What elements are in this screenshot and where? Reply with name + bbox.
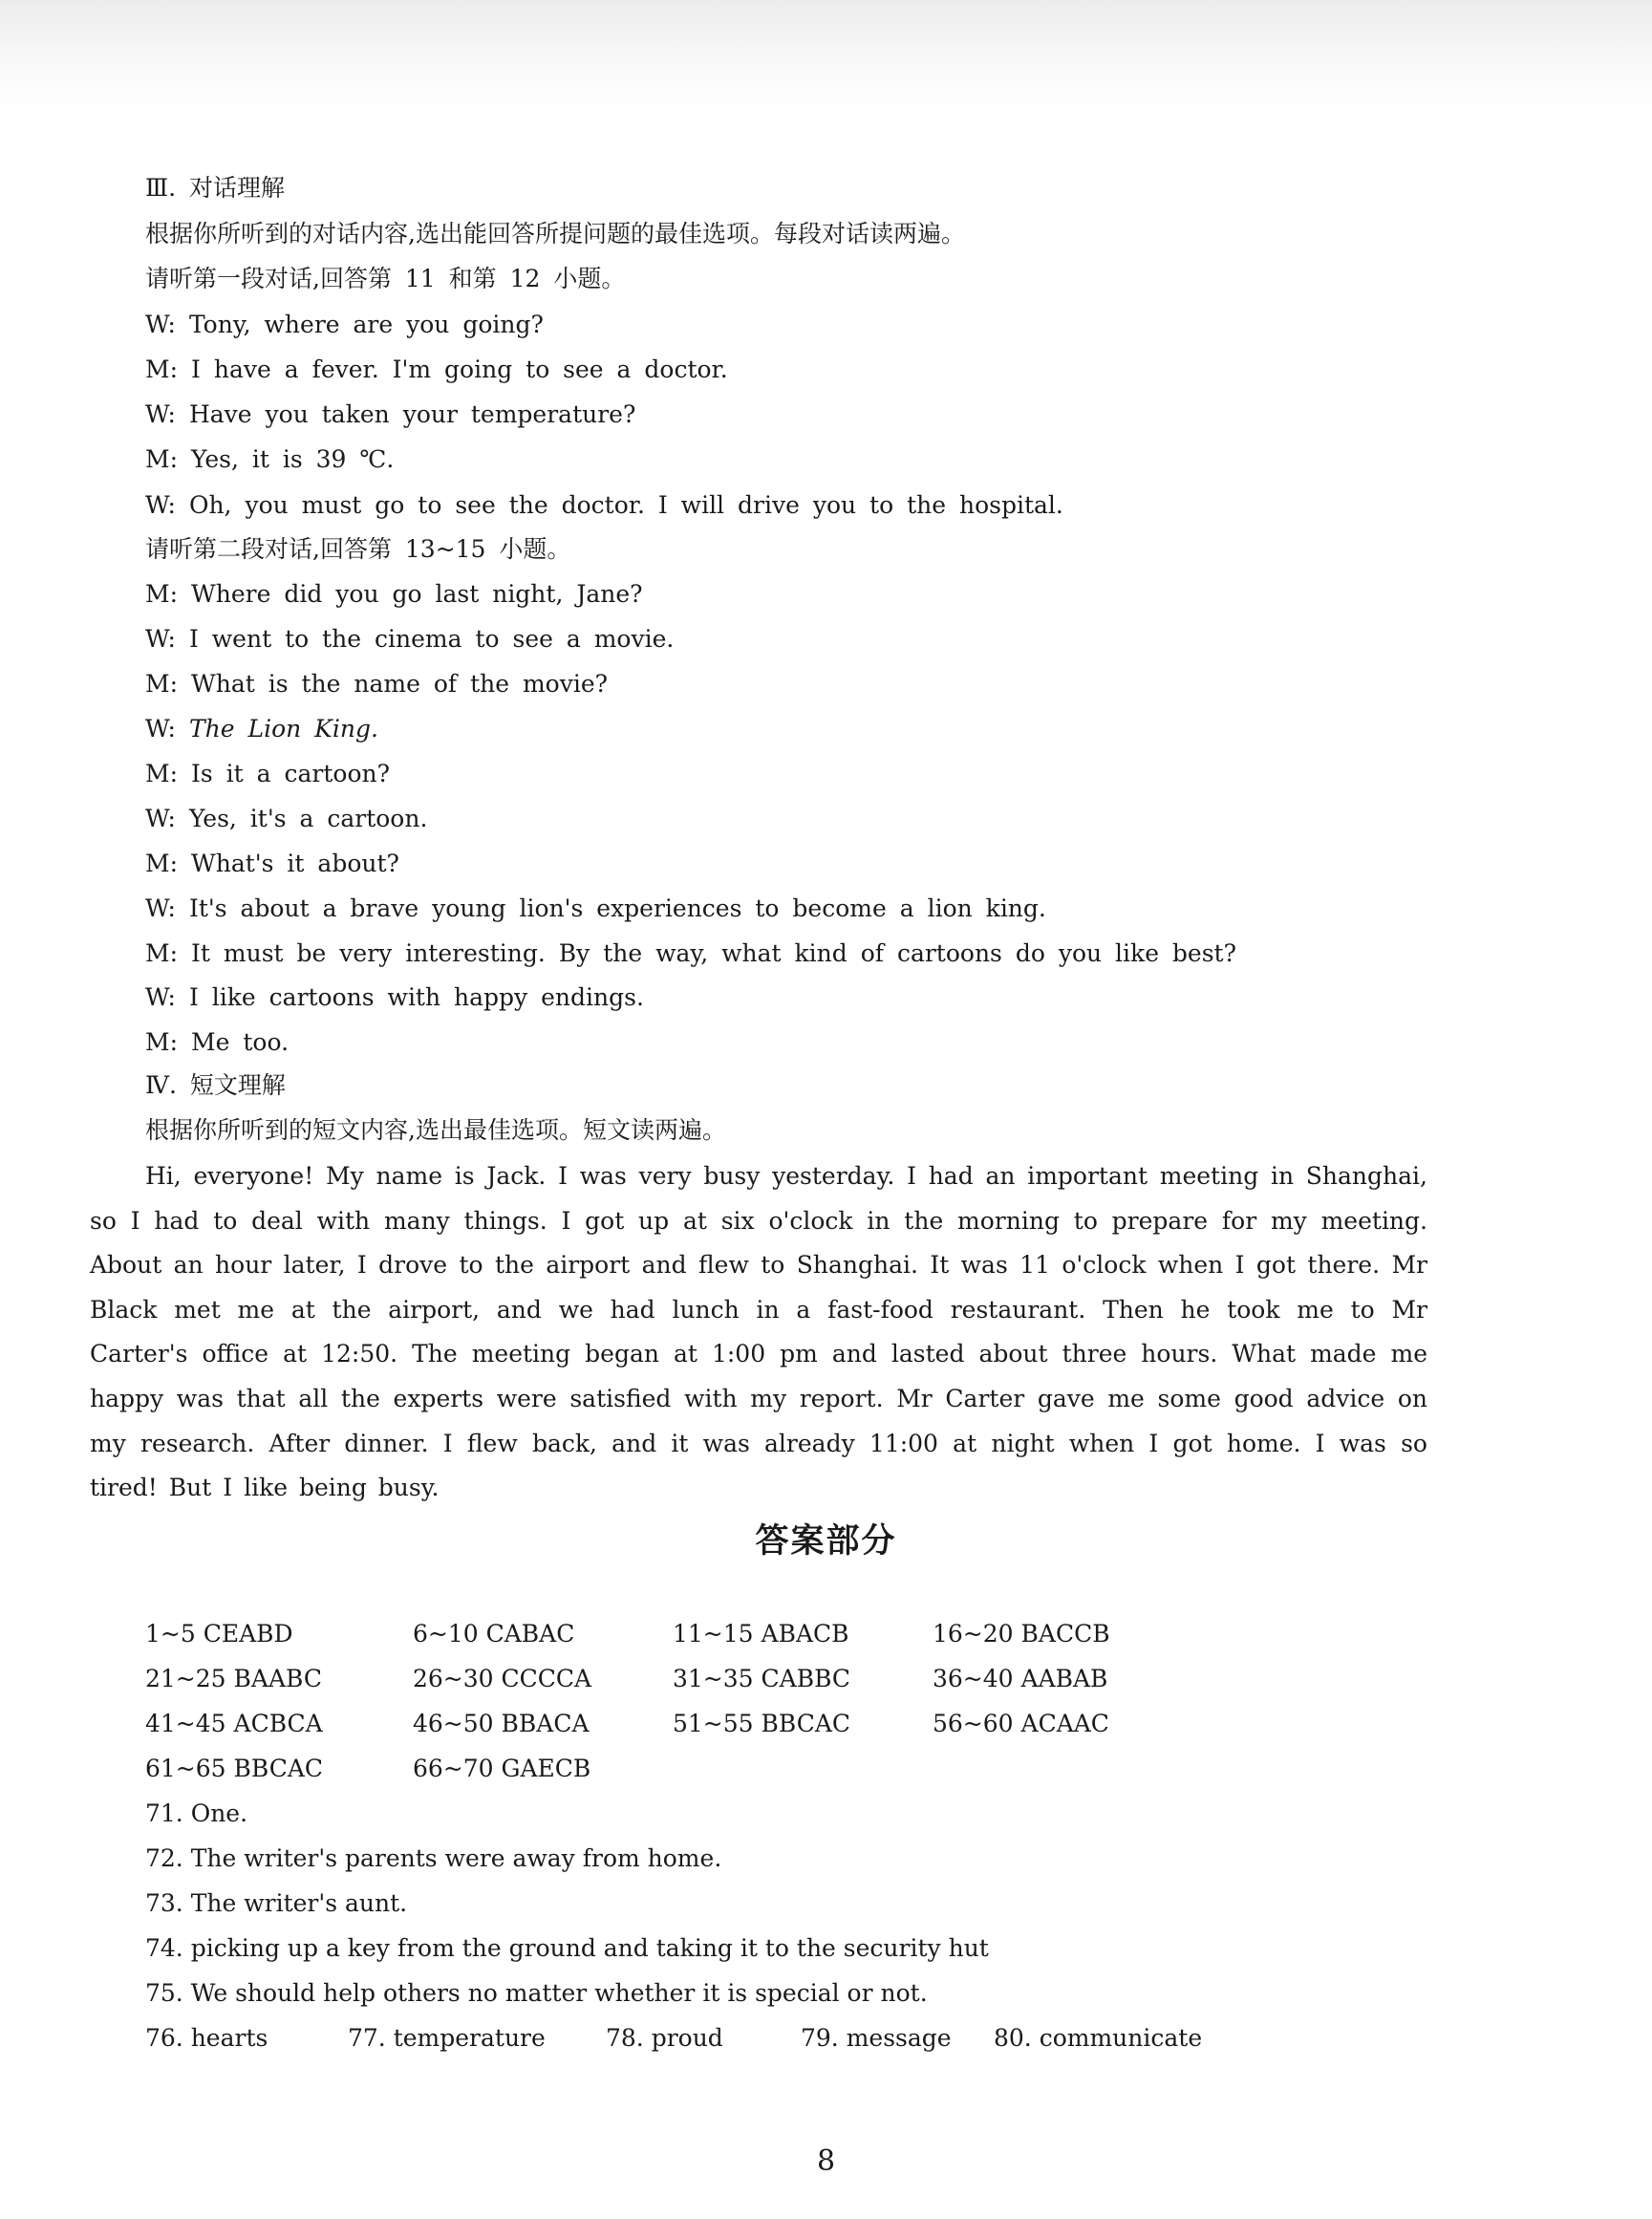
answer-short: 73. The writer's aunt. — [145, 1889, 408, 1917]
section3-instruction: 根据你所听到的对话内容,选出能回答所提问题的最佳选项。每段对话读两遍。 — [145, 220, 965, 248]
utterance: Yes, it is 39 ℃. — [191, 445, 395, 473]
answer-word: 80. communicate — [994, 2024, 1203, 2052]
dialog-line — [145, 309, 544, 341]
speaker: M: — [145, 760, 179, 787]
dialog2-intro: 请听第二段对话,回答第 13~15 小题。 — [145, 535, 571, 563]
utterance: It must be very interesting. By the way, what kind of cartoons do you like best? — [191, 939, 1237, 967]
answer-group: 1~5 CEABD — [145, 1620, 293, 1648]
utterance: What is the name of the movie? — [191, 670, 609, 698]
utterance: Me too. — [191, 1028, 290, 1056]
dialog-line — [145, 623, 674, 656]
dialog-line — [145, 443, 394, 476]
dialog-line — [145, 578, 643, 611]
movie-title: The Lion King. — [188, 715, 378, 743]
dialog-line — [145, 848, 399, 880]
dialog-line — [145, 399, 635, 431]
scan-shade — [0, 0, 1652, 115]
answer-word: 78. proud — [606, 2024, 723, 2052]
utterance: What's it about? — [191, 850, 399, 877]
dialog-line — [145, 937, 1236, 970]
answer-short: 72. The writer's parents were away from home. — [145, 1844, 722, 1872]
speaker: M: — [145, 939, 179, 967]
utterance: Is it a cartoon? — [191, 760, 391, 787]
answer-group: 51~55 BBCAC — [673, 1710, 851, 1737]
section3-heading: Ⅲ. 对话理解 — [145, 174, 286, 202]
speaker: M: — [145, 850, 179, 877]
speaker: W: — [145, 894, 176, 922]
dialog-line — [145, 803, 427, 835]
answer-group: 46~50 BBACA — [413, 1710, 590, 1737]
speaker: W: — [145, 491, 176, 519]
answers-title: 答案部分 — [755, 1522, 897, 1561]
answer-group: 16~20 BACCB — [933, 1620, 1110, 1648]
dialog-line — [145, 354, 728, 386]
answer-group: 26~30 CCCCA — [413, 1665, 592, 1692]
section4-instruction: 根据你所听到的短文内容,选出最佳选项。短文读两遍。 — [145, 1116, 726, 1144]
speaker: M: — [145, 355, 179, 383]
dialog-line — [145, 668, 608, 700]
answer-group: 66~70 GAECB — [413, 1755, 591, 1782]
answer-group: 56~60 ACAAC — [933, 1710, 1109, 1737]
utterance: Where did you go last night, Jane? — [191, 580, 643, 608]
speaker: M: — [145, 580, 179, 608]
answer-short: 71. One. — [145, 1799, 248, 1827]
utterance: It's about a brave young lion's experiences to become a lion king. — [188, 894, 1046, 922]
speaker: M: — [145, 670, 179, 698]
answer-group: 31~35 CABBC — [673, 1665, 851, 1692]
answer-group: 6~10 CABAC — [413, 1620, 575, 1648]
speaker: W: — [145, 400, 176, 428]
speaker: W: — [145, 715, 176, 743]
dialog-line — [145, 489, 1063, 522]
speaker: W: — [145, 805, 176, 832]
utterance: I have a fever. I'm going to see a doctor. — [191, 355, 728, 383]
answer-group: 36~40 AABAB — [933, 1665, 1108, 1692]
dialog-line — [145, 713, 378, 745]
dialog-line — [145, 981, 644, 1014]
speaker: M: — [145, 1028, 179, 1056]
speaker: W: — [145, 983, 176, 1011]
utterance: Have you taken your temperature? — [188, 400, 636, 428]
utterance: Oh, you must go to see the doctor. I will drive you to the hospital. — [188, 491, 1063, 519]
answer-word: 77. temperature — [348, 2024, 546, 2052]
utterance: I like cartoons with happy endings. — [188, 983, 644, 1011]
utterance: I went to the cinema to see a movie. — [188, 625, 675, 653]
answer-group: 61~65 BBCAC — [145, 1755, 324, 1782]
answer-group: 11~15 ABACB — [673, 1620, 849, 1648]
answer-word: 79. message — [801, 2024, 952, 2052]
utterance: Tony, where are you going? — [188, 311, 544, 338]
dialog-line — [145, 758, 390, 790]
dialog1-intro: 请听第一段对话,回答第 11 和第 12 小题。 — [145, 265, 626, 292]
answer-group: 21~25 BAABC — [145, 1665, 322, 1692]
dialog-line — [145, 1026, 289, 1059]
listening-passage: Hi, everyone! My name is Jack. I was very busy yesterday. I had an important meeting in Shanghai, so I had to deal with many things. I got up at six o'clock in the morning to prepare for my meeting. About an hour later, I drove to the airport and flew to Shanghai. It was 11 o'clock when I got there. Mr Black met me at the airport, and we had lunch in a fast-food restaurant. Then he took me to Mr Carter's office at 12:50. The meeting began at 1:00 pm and lasted about three hours. What made me happy was that all the experts were satisfied with my report. Mr Carter gave me some good advice on my research. After dinner. I flew back, and it was already 11:00 at night when I got home. I was so tired! But I like being busy. — [90, 1162, 1427, 1502]
section4-heading: Ⅳ. 短文理解 — [145, 1071, 286, 1099]
answer-short: 75. We should help others no matter whether it is special or not. — [145, 1979, 928, 2007]
page-number: 8 — [816, 2144, 836, 2178]
speaker: M: — [145, 445, 179, 473]
dialog-line — [145, 893, 1046, 925]
utterance: Yes, it's a cartoon. — [188, 805, 428, 832]
answer-short: 74. picking up a key from the ground and taking it to the security hut — [145, 1934, 989, 1962]
speaker: W: — [145, 625, 176, 653]
answer-word: 76. hearts — [145, 2024, 268, 2052]
answer-group: 41~45 ACBCA — [145, 1710, 323, 1737]
speaker: W: — [145, 311, 176, 338]
